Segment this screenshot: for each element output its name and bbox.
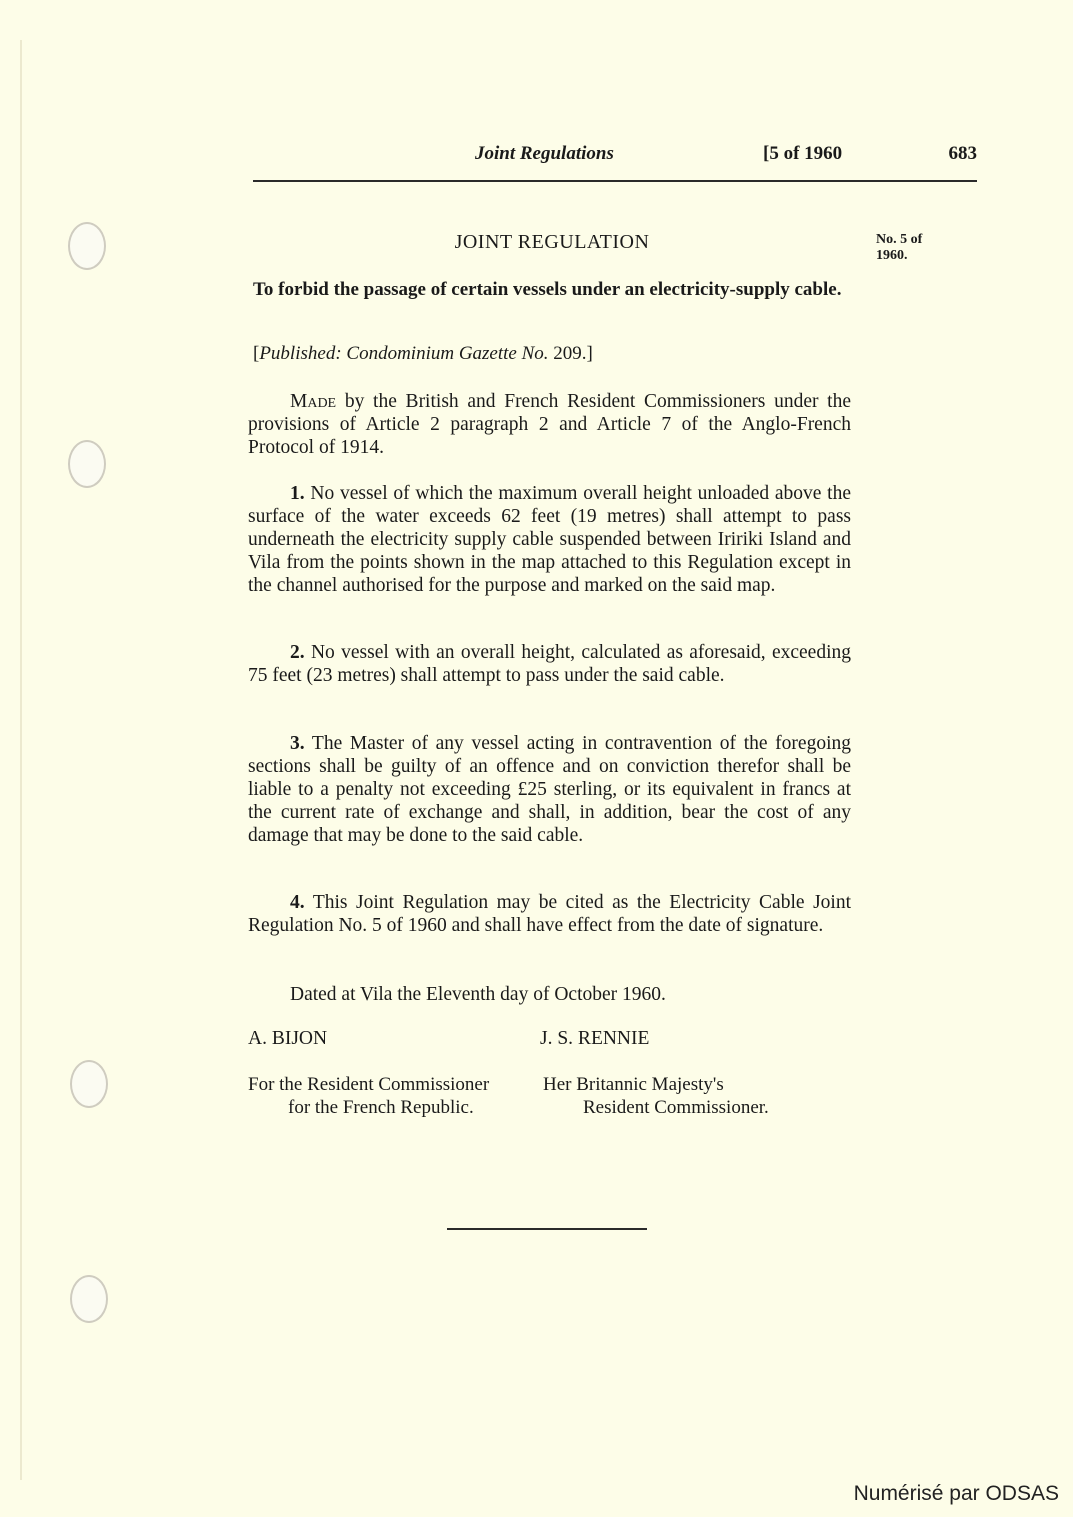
punch-hole-4 — [70, 1275, 108, 1323]
margin-note-line-2: 1960. — [876, 248, 908, 263]
publication-open-bracket: [ — [253, 343, 260, 364]
margin-note — [876, 232, 966, 264]
section-number: 3. — [290, 733, 305, 754]
role-line-1: For the Resident Commissioner — [248, 1074, 490, 1095]
punch-hole-1 — [68, 222, 106, 270]
section-3 — [248, 732, 851, 847]
header-rule — [253, 180, 977, 182]
section-text: This Joint Regulation may be cited as the Electricity Cable Joint Regulation No. 5 of 1960 and shall have effect from the date of signature. — [248, 892, 851, 936]
publication-source: Published: Condominium Gazette No. — [259, 343, 549, 364]
punch-hole-2 — [68, 440, 106, 488]
section-1 — [248, 482, 851, 597]
signatory-name-british: J. S. RENNIE — [540, 1028, 650, 1049]
regulation-heading: JOINT REGULATION — [454, 231, 650, 253]
running-header — [253, 140, 977, 170]
section-number: 4. — [290, 892, 305, 913]
regulation-subject: To forbid the passage of certain vessels under an electricity-supply cable. — [253, 279, 842, 300]
section-4 — [248, 891, 851, 937]
section-number: 1. — [290, 483, 305, 504]
signatory-role-british — [543, 1073, 769, 1119]
dated-line: Dated at Vila the Eleventh day of October 1960. — [290, 984, 666, 1005]
made-word: Made — [290, 391, 337, 412]
role-line-2: Resident Commissioner. — [583, 1097, 769, 1118]
page-edge-shadow — [20, 40, 22, 1480]
page-number: 683 — [948, 143, 977, 164]
end-rule — [447, 1228, 647, 1230]
digitization-credit: Numérisé par ODSAS — [853, 1482, 1059, 1505]
role-line-2: for the French Republic. — [288, 1097, 474, 1118]
section-text: The Master of any vessel acting in contravention of the foregoing sections shall be guilty of an offence and on conviction therefor shall be liable to a penalty not exceeding £25 sterling, or its equivalent in francs at the current rate of exchange and shall, in addition, bear the cost of any damage that may be done to the said cable. — [248, 733, 851, 846]
header-title: Joint Regulations — [475, 143, 614, 164]
margin-note-line-1: No. 5 of — [876, 232, 923, 247]
publication-note — [253, 342, 851, 365]
publication-number: 209.] — [548, 343, 593, 364]
section-2 — [248, 641, 851, 687]
role-line-1: Her Britannic Majesty's — [543, 1074, 724, 1095]
enacting-text: by the British and French Resident Commissioners under the provisions of Article 2 paragraph 2 and Article 7 of the Anglo-French Protocol of 1914. — [248, 391, 851, 458]
punch-hole-3 — [70, 1060, 108, 1108]
header-reference: [5 of 1960 — [763, 143, 843, 164]
section-text: No vessel with an overall height, calculated as aforesaid, exceeding 75 feet (23 metres) shall attempt to pass under the said cable. — [248, 642, 851, 686]
enacting-clause — [248, 390, 851, 459]
section-number: 2. — [290, 642, 305, 663]
signatory-role-french — [248, 1073, 489, 1119]
section-text: No vessel of which the maximum overall height unloaded above the surface of the water exceeds 62 feet (19 metres) shall attempt to pass underneath the electricity supply cable suspended between Iririki Island and Vila from the points shown in the map attached to this Regulation except in the channel authorised for the purpose and marked on the said map. — [248, 483, 851, 596]
signatory-name-french: A. BIJON — [248, 1028, 328, 1049]
